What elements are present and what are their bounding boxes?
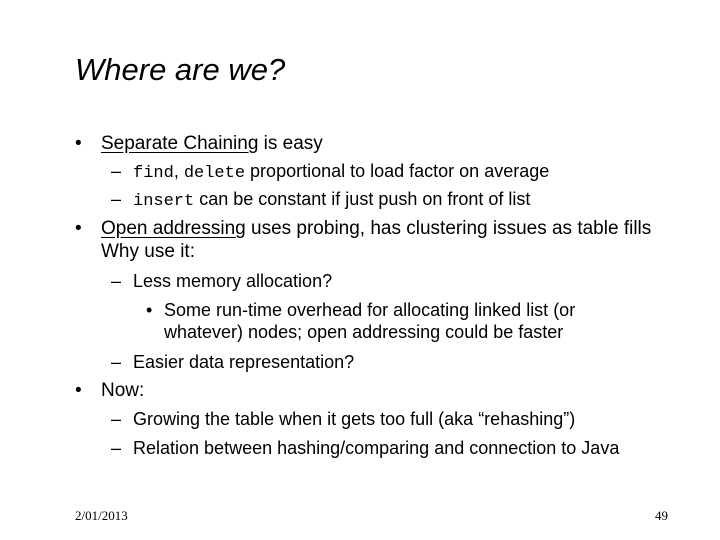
separator: ,	[173, 161, 184, 181]
sub-bullet-insert	[133, 188, 530, 213]
bullet-marker: •	[75, 133, 82, 154]
dash-marker: –	[111, 352, 122, 372]
page-number: 49	[655, 508, 668, 523]
sub-bullet-find-delete	[133, 160, 549, 185]
sub-bullet-text: proportional to load factor on average	[245, 161, 550, 181]
bullet-now: Now:	[101, 380, 145, 401]
sub-bullet-less-memory: Less memory allocation?	[133, 271, 333, 291]
subsub-bullet-line-2: whatever) nodes; open addressing could be faster	[164, 322, 564, 342]
slide-title: Where are we?	[75, 52, 286, 87]
bullet-text: is easy	[258, 133, 323, 154]
bullet-open-addressing	[101, 218, 651, 240]
subsub-bullet-line-1: Some run-time overhead for allocating linked list (or	[164, 300, 576, 320]
term-open-addressing: Open addressing	[101, 218, 246, 239]
code-delete: delete	[183, 164, 246, 183]
dash-marker: –	[111, 409, 122, 429]
bullet-marker: •	[75, 380, 82, 401]
bullet-continuation: Why use it:	[101, 241, 195, 262]
subsub-bullet-marker: •	[146, 300, 153, 320]
sub-bullet-growing-table: Growing the table when it gets too full (aka “rehashing”)	[133, 409, 576, 429]
term-separate-chaining: Separate Chaining	[101, 133, 259, 154]
sub-bullet-easier-data: Easier data representation?	[133, 352, 355, 372]
dash-marker: –	[111, 438, 122, 458]
dash-marker: –	[111, 271, 122, 291]
footer-date: 2/01/2013	[75, 508, 128, 523]
code-find: find	[133, 164, 174, 183]
sub-bullet-text: can be constant if just push on front of list	[194, 189, 531, 209]
code-insert: insert	[133, 192, 195, 211]
dash-marker: –	[111, 161, 122, 181]
sub-bullet-relation-hashing: Relation between hashing/comparing and connection to Java	[133, 438, 620, 458]
bullet-text: uses probing, has clustering issues as table fills	[245, 218, 652, 239]
bullet-separate-chaining	[101, 133, 323, 155]
dash-marker: –	[111, 189, 122, 209]
bullet-marker: •	[75, 218, 82, 239]
